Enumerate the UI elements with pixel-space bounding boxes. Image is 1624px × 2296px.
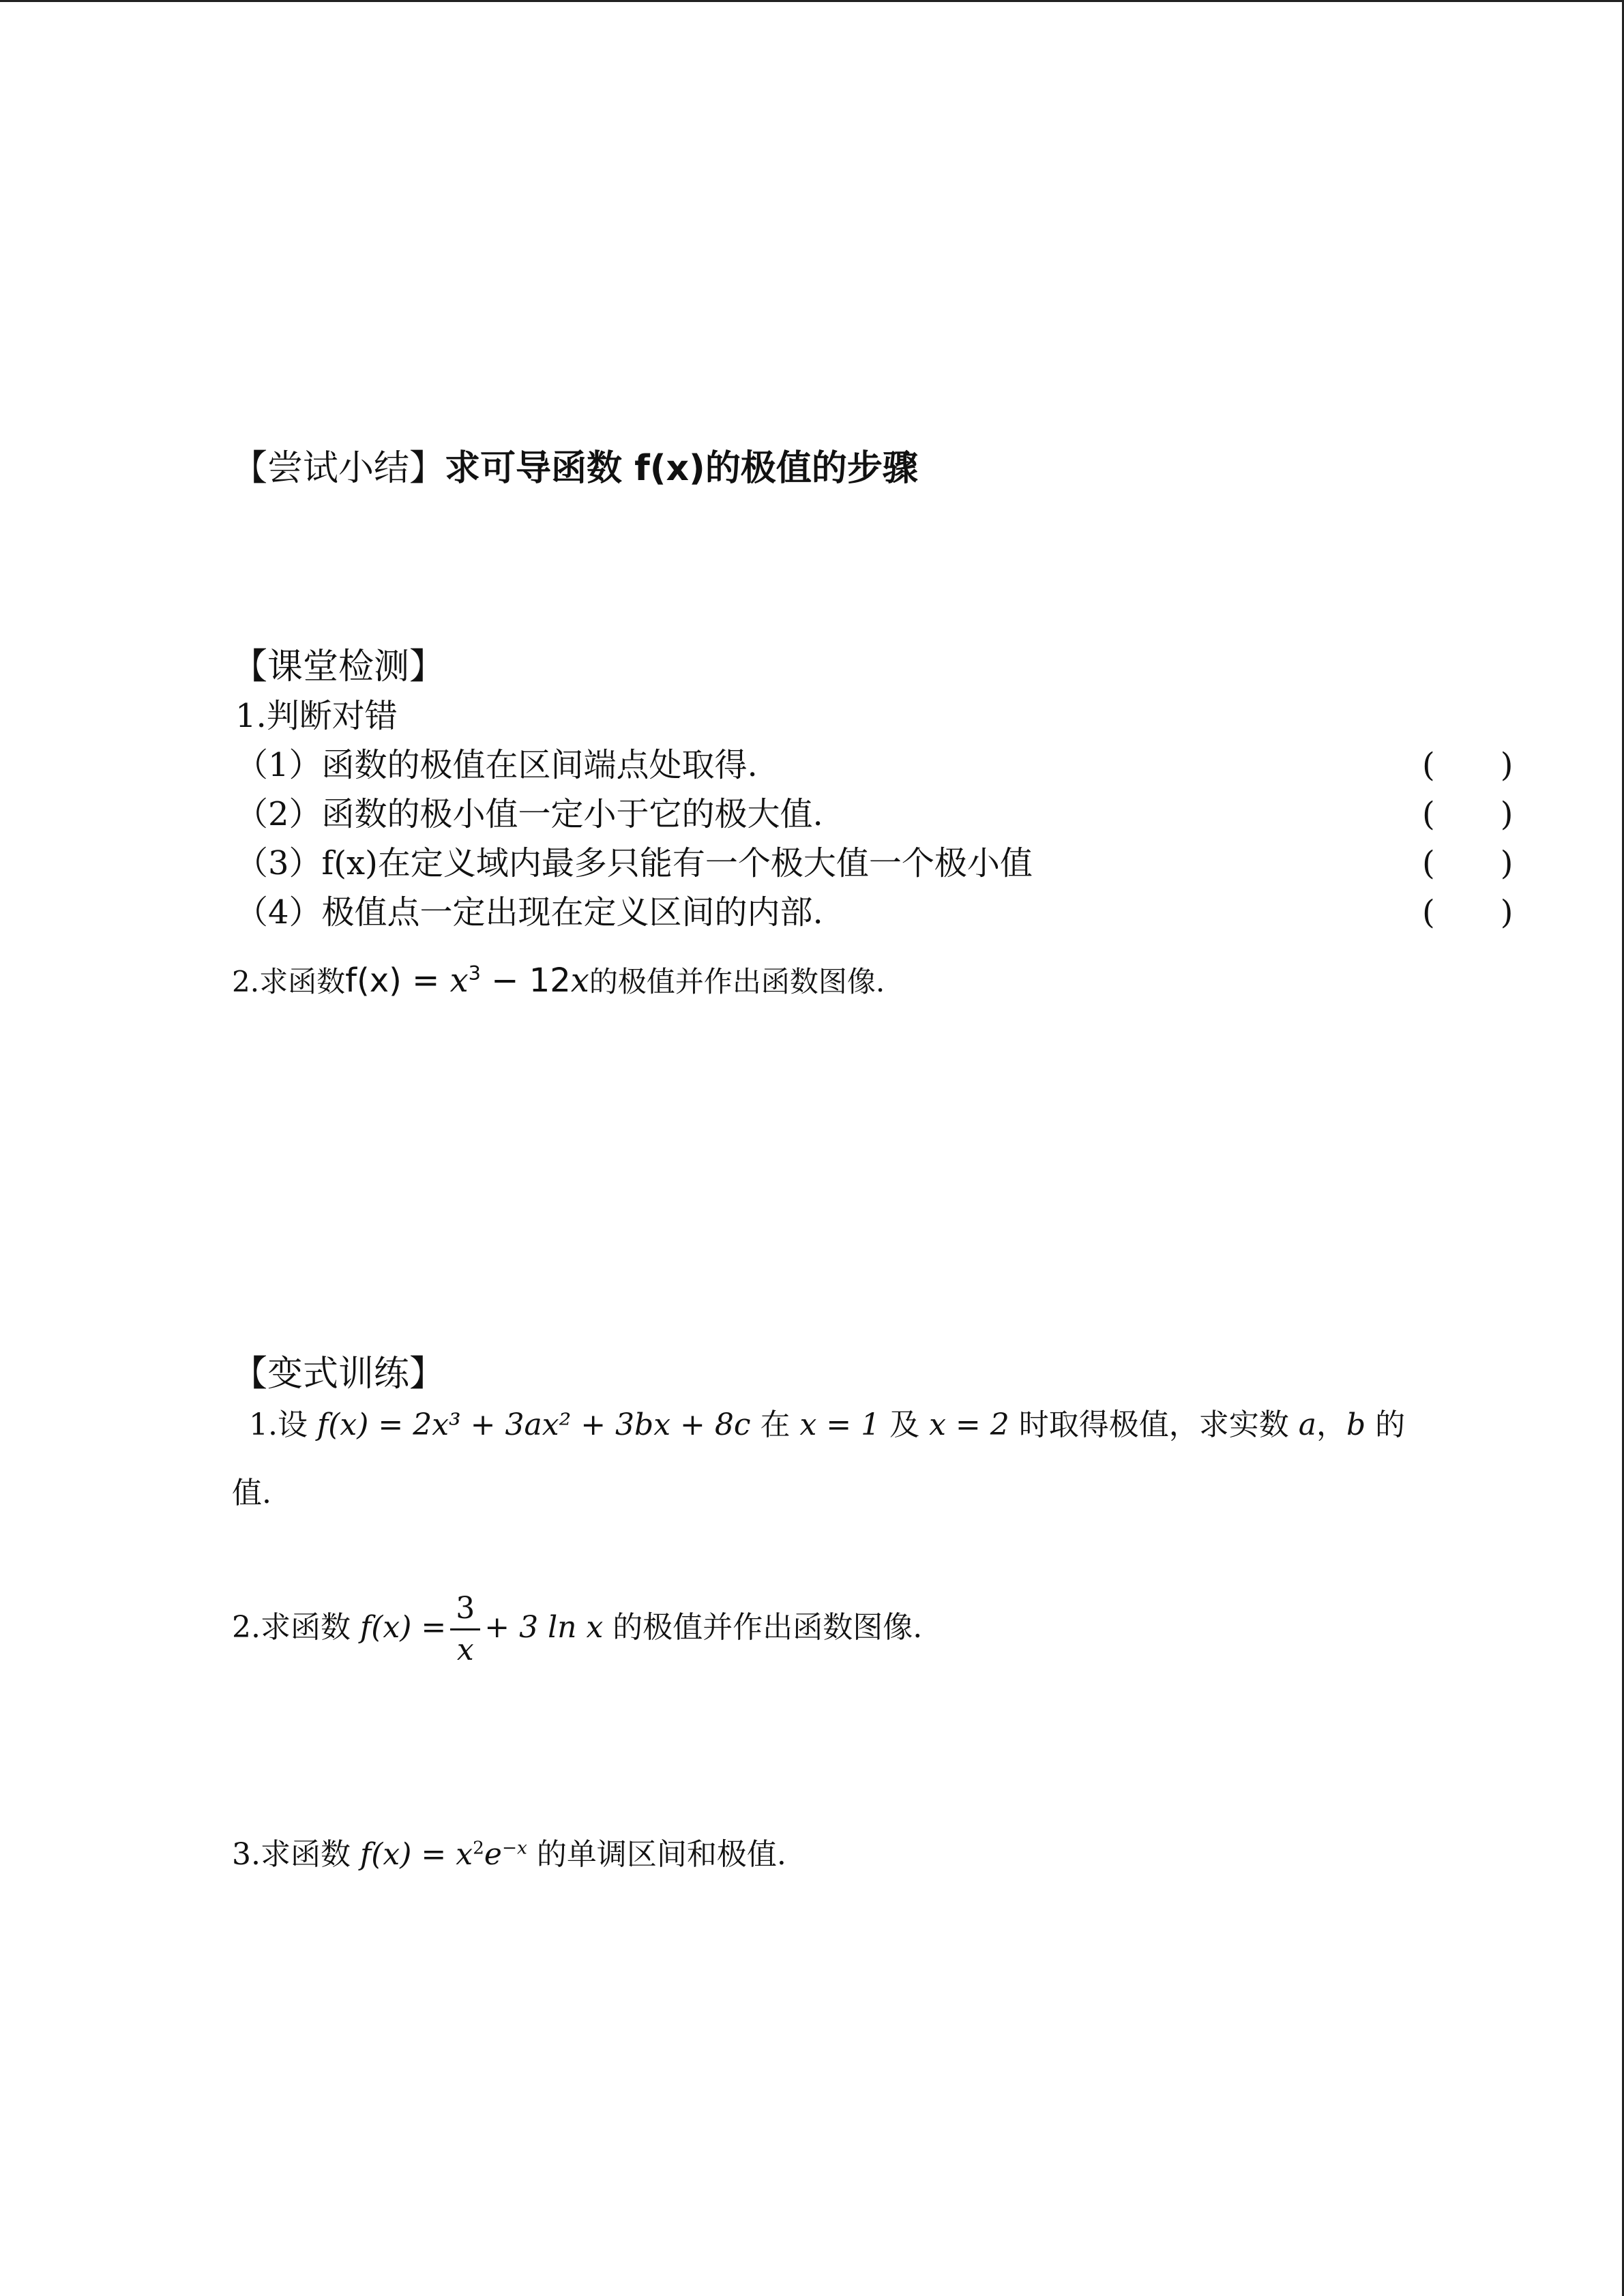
check-q2-suffix: 的极值并作出函数图像. xyxy=(589,965,885,998)
answer-paren: ( ) xyxy=(1422,746,1514,784)
check-q1-title: 1.判断对错 xyxy=(235,697,398,735)
variant-q1-text: 时取得极值，求实数 xyxy=(1009,1407,1299,1442)
variant-q2-rest: + 3 ln x xyxy=(484,1610,604,1645)
summary-title: 求可导函数 f(x)的极值的步骤 xyxy=(445,448,918,489)
variant-q2-prefix: 2.求函数 xyxy=(232,1610,360,1645)
variant-header: 【变式训练】 xyxy=(232,1354,445,1395)
answer-paren: ( ) xyxy=(1422,893,1514,931)
formula-exponent: 3 xyxy=(468,961,481,985)
check-item-text: （2）函数的极小值一定小于它的极大值. xyxy=(235,795,823,833)
formula-e: e xyxy=(484,1837,502,1872)
variant-q3-prefix: 3.求函数 xyxy=(232,1837,360,1872)
answer-paren: ( ) xyxy=(1422,844,1514,882)
variant-q1-var: b xyxy=(1346,1407,1366,1442)
variant-q1-formula: f(x) = 2x³ + 3ax² + 3bx + 8c xyxy=(316,1407,751,1442)
variant-q2 xyxy=(232,1589,922,1670)
formula-rest: − 12 xyxy=(480,961,571,1000)
summary-bracket-label: 【尝试小结】 xyxy=(232,448,445,489)
variant-q1-condition: x = 1 xyxy=(799,1407,881,1442)
variant-q1-prefix: 1.设 xyxy=(249,1407,317,1442)
variant-q1-condition: x = 2 xyxy=(929,1407,1009,1442)
formula-exponent: −x xyxy=(501,1837,527,1859)
variant-q2-lhs: f(x) = xyxy=(359,1610,447,1645)
variant-q3 xyxy=(232,1834,786,1875)
variant-q1-var: a xyxy=(1298,1407,1316,1442)
check-item-text: （3）f(x)在定义域内最多只能有一个极大值一个极小值 xyxy=(235,844,1033,882)
variant-q2-suffix: 的极值并作出函数图像. xyxy=(603,1610,923,1645)
formula-exponent: 2 xyxy=(473,1837,484,1859)
variant-q3-formula: f(x) = x xyxy=(359,1837,473,1872)
formula-lhs: f(x) = xyxy=(345,961,450,1000)
variant-q1-text: 的 xyxy=(1365,1407,1406,1442)
variant-q1-line2: 值. xyxy=(232,1476,271,1510)
check-item-text: （1）函数的极值在区间端点处取得. xyxy=(235,746,758,784)
answer-paren: ( ) xyxy=(1422,795,1514,833)
variant-q1-text: 在 xyxy=(750,1407,800,1442)
check-item-text: （4）极值点一定出现在定义区间的内部. xyxy=(235,893,823,931)
check-q2-prefix: 2.求函数 xyxy=(232,965,346,998)
variant-q1-text: 及 xyxy=(880,1407,930,1442)
fraction-denominator: x xyxy=(456,1632,474,1667)
variant-q3-suffix: 的单调区间和极值. xyxy=(527,1837,786,1872)
formula-var: x xyxy=(570,961,589,1000)
formula-var: x xyxy=(449,961,469,1000)
check-q2-formula xyxy=(345,961,589,1000)
variant-q1-line1 xyxy=(249,1405,1405,1446)
check-header: 【课堂检测】 xyxy=(232,646,445,687)
fraction-numerator: 3 xyxy=(450,1589,480,1630)
summary-heading xyxy=(232,447,918,490)
fraction xyxy=(450,1589,480,1670)
page-border-top xyxy=(0,0,1624,2)
variant-q1-text: ， xyxy=(1316,1407,1346,1442)
check-q2 xyxy=(232,960,885,1002)
